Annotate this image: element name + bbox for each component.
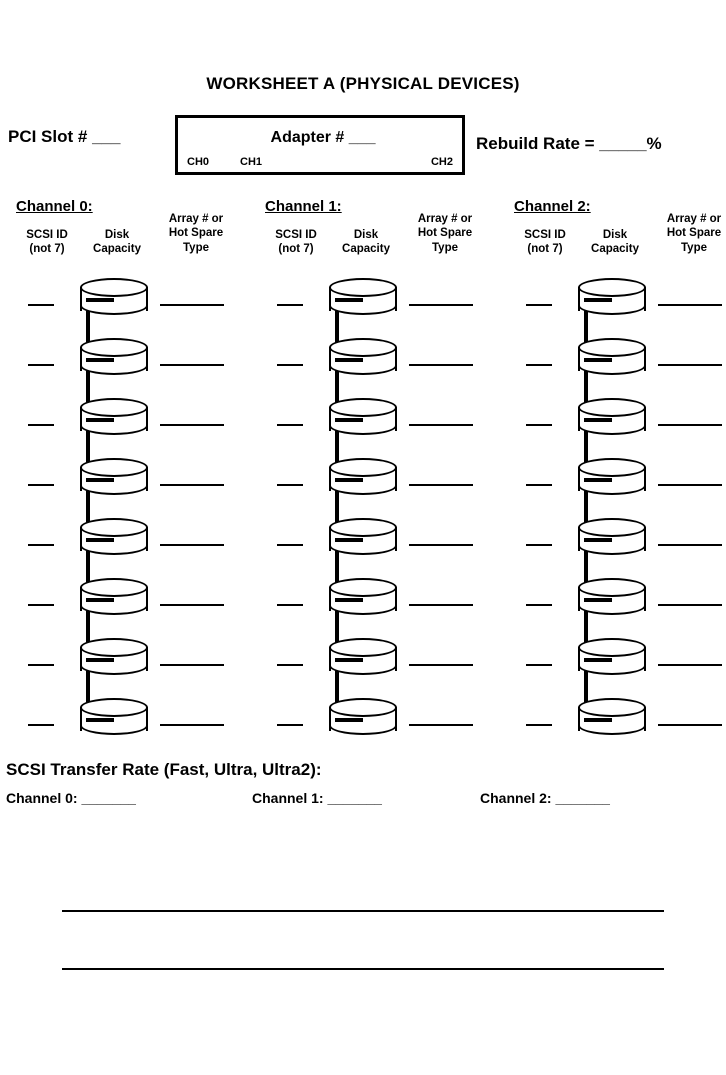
bus-stub bbox=[335, 658, 363, 662]
bus-stub bbox=[86, 298, 114, 302]
scsi-id-blank[interactable] bbox=[277, 364, 303, 366]
disk-top bbox=[329, 458, 397, 477]
array-type-blank[interactable] bbox=[409, 484, 473, 486]
array-type-blank[interactable] bbox=[160, 664, 224, 666]
scsi-id-blank[interactable] bbox=[526, 604, 552, 606]
array-label-3: Type bbox=[183, 241, 209, 254]
drive-row bbox=[8, 510, 238, 570]
array-type-blank[interactable] bbox=[658, 424, 722, 426]
bus-stub bbox=[584, 718, 612, 722]
array-type-blank[interactable] bbox=[658, 304, 722, 306]
drive-row bbox=[8, 630, 238, 690]
array-type-blank[interactable] bbox=[658, 604, 722, 606]
drive-row bbox=[257, 270, 487, 330]
disk-top bbox=[578, 518, 646, 537]
array-type-blank[interactable] bbox=[160, 364, 224, 366]
bus-stub bbox=[584, 298, 612, 302]
drive-row bbox=[257, 690, 487, 750]
disk-top bbox=[329, 338, 397, 357]
bus-stub bbox=[335, 418, 363, 422]
disk-top bbox=[329, 518, 397, 537]
scsi-id-label: SCSI ID bbox=[26, 229, 68, 241]
scsi-id-blank[interactable] bbox=[28, 544, 54, 546]
drive-row bbox=[8, 330, 238, 390]
drive-row bbox=[257, 390, 487, 450]
disk-top bbox=[329, 578, 397, 597]
disk-top bbox=[329, 638, 397, 657]
array-type-blank[interactable] bbox=[658, 364, 722, 366]
port-label-ch2: CH2 bbox=[430, 156, 453, 168]
scsi-id-blank[interactable] bbox=[277, 304, 303, 306]
column-header-capacity bbox=[82, 228, 152, 257]
array-type-blank[interactable] bbox=[658, 484, 722, 486]
bus-stub bbox=[335, 598, 363, 602]
disk-top bbox=[578, 338, 646, 357]
drive-row bbox=[506, 270, 726, 330]
disk-top bbox=[80, 698, 148, 717]
array-type-blank[interactable] bbox=[160, 424, 224, 426]
drive-row bbox=[506, 510, 726, 570]
channel-column-1 bbox=[257, 198, 487, 748]
disk-top bbox=[329, 398, 397, 417]
scsi-id-label: SCSI ID bbox=[524, 229, 566, 241]
array-type-blank[interactable] bbox=[160, 604, 224, 606]
column-header-scsi-id bbox=[512, 228, 578, 257]
drive-row bbox=[257, 630, 487, 690]
drive-row bbox=[8, 270, 238, 330]
disk-top bbox=[329, 698, 397, 717]
disk-top bbox=[578, 638, 646, 657]
disk-top bbox=[80, 638, 148, 657]
transfer-rate-field-ch1[interactable]: Channel 1: _______ bbox=[252, 790, 382, 806]
drive-row bbox=[506, 330, 726, 390]
scsi-id-note: (not 7) bbox=[527, 243, 563, 256]
bus-stub bbox=[335, 298, 363, 302]
bus-stub bbox=[584, 478, 612, 482]
capacity-label-2: Capacity bbox=[591, 243, 639, 256]
array-type-blank[interactable] bbox=[658, 544, 722, 546]
bus-stub bbox=[584, 658, 612, 662]
channel-title: Channel 2: bbox=[514, 198, 591, 215]
adapter-field[interactable]: Adapter # ___ bbox=[270, 129, 376, 146]
scsi-id-blank[interactable] bbox=[277, 664, 303, 666]
bus-stub bbox=[584, 538, 612, 542]
capacity-label-1: Disk bbox=[104, 229, 130, 241]
capacity-label-2: Capacity bbox=[93, 243, 141, 256]
channel-title: Channel 1: bbox=[265, 198, 342, 215]
bus-stub bbox=[86, 418, 114, 422]
column-header-array bbox=[652, 212, 726, 255]
port-label-ch0: CH0 bbox=[187, 156, 210, 168]
scsi-id-blank[interactable] bbox=[28, 604, 54, 606]
array-type-blank[interactable] bbox=[658, 664, 722, 666]
disk-top bbox=[578, 278, 646, 297]
scsi-id-blank[interactable] bbox=[28, 664, 54, 666]
scsi-id-blank[interactable] bbox=[277, 604, 303, 606]
channel-column-2 bbox=[506, 198, 726, 748]
array-type-blank[interactable] bbox=[409, 364, 473, 366]
scsi-id-blank[interactable] bbox=[526, 364, 552, 366]
transfer-rate-title: SCSI Transfer Rate (Fast, Ultra, Ultra2): bbox=[6, 760, 322, 779]
drive-row bbox=[506, 390, 726, 450]
array-type-blank[interactable] bbox=[409, 544, 473, 546]
drive-row bbox=[257, 570, 487, 630]
scsi-id-blank[interactable] bbox=[28, 304, 54, 306]
drive-row bbox=[506, 630, 726, 690]
array-type-blank[interactable] bbox=[160, 304, 224, 306]
drive-row bbox=[257, 510, 487, 570]
bus-stub bbox=[86, 658, 114, 662]
scsi-id-blank[interactable] bbox=[28, 484, 54, 486]
disk-top bbox=[80, 458, 148, 477]
array-label-1: Array # or bbox=[417, 213, 473, 225]
disk-top bbox=[578, 398, 646, 417]
bus-stub bbox=[584, 598, 612, 602]
bus-stub bbox=[86, 538, 114, 542]
array-type-blank[interactable] bbox=[409, 424, 473, 426]
bus-stub bbox=[335, 358, 363, 362]
rebuild-rate-field[interactable]: Rebuild Rate = _____% bbox=[476, 134, 662, 153]
scsi-id-note: (not 7) bbox=[278, 243, 314, 256]
bus-stub bbox=[584, 358, 612, 362]
bus-stub bbox=[86, 598, 114, 602]
disk-top bbox=[80, 398, 148, 417]
disk-top bbox=[578, 458, 646, 477]
drive-row bbox=[8, 390, 238, 450]
drive-row bbox=[506, 450, 726, 510]
scsi-id-blank[interactable] bbox=[277, 544, 303, 546]
scsi-id-blank[interactable] bbox=[28, 424, 54, 426]
scsi-id-blank[interactable] bbox=[277, 424, 303, 426]
drive-row bbox=[506, 690, 726, 750]
array-label-2: Hot Spare bbox=[666, 227, 722, 240]
disk-top bbox=[578, 698, 646, 717]
scsi-id-blank[interactable] bbox=[526, 484, 552, 486]
array-label-3: Type bbox=[681, 241, 707, 254]
array-type-blank[interactable] bbox=[658, 724, 722, 726]
capacity-label-1: Disk bbox=[353, 229, 379, 241]
drive-row bbox=[8, 690, 238, 750]
disk-top bbox=[80, 518, 148, 537]
array-type-blank[interactable] bbox=[160, 724, 224, 726]
column-header-capacity bbox=[580, 228, 650, 257]
capacity-label-1: Disk bbox=[602, 229, 628, 241]
disk-top bbox=[578, 578, 646, 597]
array-type-blank[interactable] bbox=[160, 544, 224, 546]
pci-slot-field[interactable]: PCI Slot # ___ bbox=[8, 127, 121, 146]
disk-top bbox=[80, 338, 148, 357]
scsi-id-blank[interactable] bbox=[277, 484, 303, 486]
page-title: WORKSHEET A (PHYSICAL DEVICES) bbox=[206, 74, 520, 93]
bus-stub bbox=[335, 538, 363, 542]
bus-stub bbox=[335, 478, 363, 482]
notes-rule-2 bbox=[62, 968, 664, 970]
transfer-rate-field-ch2[interactable]: Channel 2: _______ bbox=[480, 790, 610, 806]
disk-top bbox=[80, 578, 148, 597]
drive-row bbox=[257, 450, 487, 510]
scsi-id-label: SCSI ID bbox=[275, 229, 317, 241]
array-label-2: Hot Spare bbox=[168, 227, 224, 240]
capacity-label-2: Capacity bbox=[342, 243, 390, 256]
array-label-2: Hot Spare bbox=[417, 227, 473, 240]
scsi-id-blank[interactable] bbox=[28, 724, 54, 726]
column-header-scsi-id bbox=[14, 228, 80, 257]
bus-stub bbox=[86, 478, 114, 482]
column-header-array bbox=[403, 212, 487, 255]
array-label-3: Type bbox=[432, 241, 458, 254]
column-header-array bbox=[154, 212, 238, 255]
transfer-rate-field-ch0[interactable]: Channel 0: _______ bbox=[6, 790, 136, 806]
column-header-capacity bbox=[331, 228, 401, 257]
scsi-id-blank[interactable] bbox=[526, 724, 552, 726]
scsi-id-blank[interactable] bbox=[28, 364, 54, 366]
bus-stub bbox=[86, 718, 114, 722]
array-type-blank[interactable] bbox=[160, 484, 224, 486]
drive-row bbox=[8, 570, 238, 630]
adapter-box bbox=[175, 115, 465, 175]
array-type-blank[interactable] bbox=[409, 304, 473, 306]
array-type-blank[interactable] bbox=[409, 604, 473, 606]
column-header-scsi-id bbox=[263, 228, 329, 257]
drive-row bbox=[257, 330, 487, 390]
bus-stub bbox=[584, 418, 612, 422]
port-label-ch1: CH1 bbox=[240, 156, 263, 168]
drive-row bbox=[506, 570, 726, 630]
notes-rule-1 bbox=[62, 910, 664, 912]
scsi-id-blank[interactable] bbox=[277, 724, 303, 726]
array-type-blank[interactable] bbox=[409, 724, 473, 726]
scsi-id-blank[interactable] bbox=[526, 544, 552, 546]
bus-stub bbox=[86, 358, 114, 362]
scsi-id-blank[interactable] bbox=[526, 424, 552, 426]
channel-title: Channel 0: bbox=[16, 198, 93, 215]
channel-column-0 bbox=[8, 198, 238, 748]
array-label-1: Array # or bbox=[168, 213, 224, 225]
scsi-id-blank[interactable] bbox=[526, 304, 552, 306]
scsi-id-note: (not 7) bbox=[29, 243, 65, 256]
disk-top bbox=[80, 278, 148, 297]
disk-top bbox=[329, 278, 397, 297]
array-type-blank[interactable] bbox=[409, 664, 473, 666]
array-label-1: Array # or bbox=[666, 213, 722, 225]
scsi-id-blank[interactable] bbox=[526, 664, 552, 666]
drive-row bbox=[8, 450, 238, 510]
bus-stub bbox=[335, 718, 363, 722]
